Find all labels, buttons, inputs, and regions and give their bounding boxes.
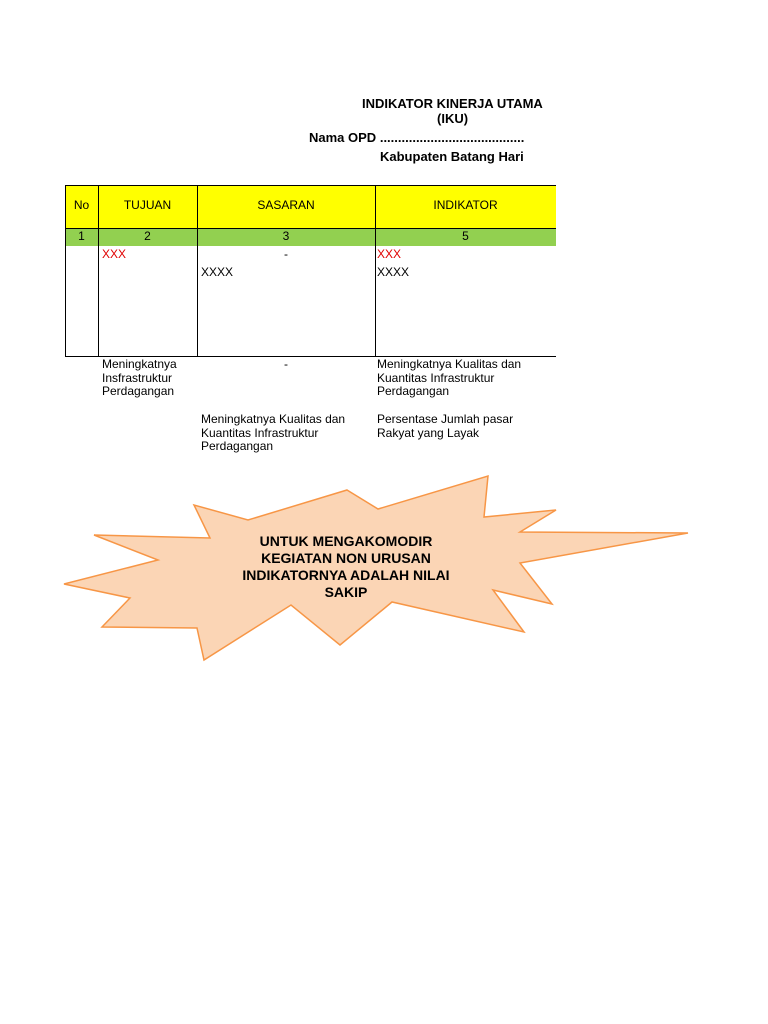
below-indikator-line: Rakyat yang Layak — [377, 425, 480, 440]
column-number-sasaran: 3 — [282, 229, 290, 243]
below-tujuan-line: Insfrastruktur — [102, 370, 173, 385]
callout-line: UNTUK MENGAKOMODIR — [259, 533, 433, 549]
column-number-tujuan: 2 — [144, 229, 151, 243]
below-tujuan-line: Meningkatnya — [102, 357, 177, 371]
row1-sasaran: XXXX — [201, 265, 234, 279]
below-indikator-line: Kuantitas Infrastruktur — [377, 370, 495, 385]
callout-line: SAKIP — [324, 584, 368, 600]
region-name: Kabupaten Batang Hari — [380, 149, 524, 164]
callout-line: KEGIATAN NON URUSAN — [261, 550, 431, 566]
row1-indikator: XXXX — [377, 265, 410, 279]
page-title: INDIKATOR KINERJA UTAMA — [362, 96, 543, 111]
below-indikator-line: Persentase Jumlah pasar — [377, 412, 514, 426]
below-sasaran-dash: - — [284, 357, 288, 371]
callout-line: INDIKATORNYA ADALAH NILAI — [242, 567, 450, 583]
below-tujuan-line: Perdagangan — [102, 384, 175, 398]
column-header-sasaran: SASARAN — [257, 198, 315, 212]
row1-tujuan: XXX — [102, 247, 127, 261]
below-indikator-line: Perdagangan — [377, 384, 450, 398]
column-header-tujuan: TUJUAN — [123, 198, 172, 212]
below-sasaran-line: Perdagangan — [201, 439, 274, 453]
column-number-no: 1 — [78, 229, 85, 243]
below-sasaran-line: Kuantitas Infrastruktur — [201, 425, 319, 440]
row1-sasaran-dash: - — [284, 247, 288, 261]
page-subtitle: (IKU) — [437, 111, 469, 126]
row1-indikator-red: XXX — [377, 247, 402, 261]
column-number-indikator: 5 — [462, 229, 469, 243]
callout-text — [206, 533, 486, 601]
opd-label: Nama OPD — [309, 130, 377, 145]
below-sasaran-line: Meningkatnya Kualitas dan — [201, 412, 346, 426]
opd-dots: ........................................ — [379, 130, 525, 145]
column-header-indikator: INDIKATOR — [433, 198, 498, 212]
column-header-no: No — [73, 198, 90, 212]
below-indikator-line: Meningkatnya Kualitas dan — [377, 357, 522, 371]
